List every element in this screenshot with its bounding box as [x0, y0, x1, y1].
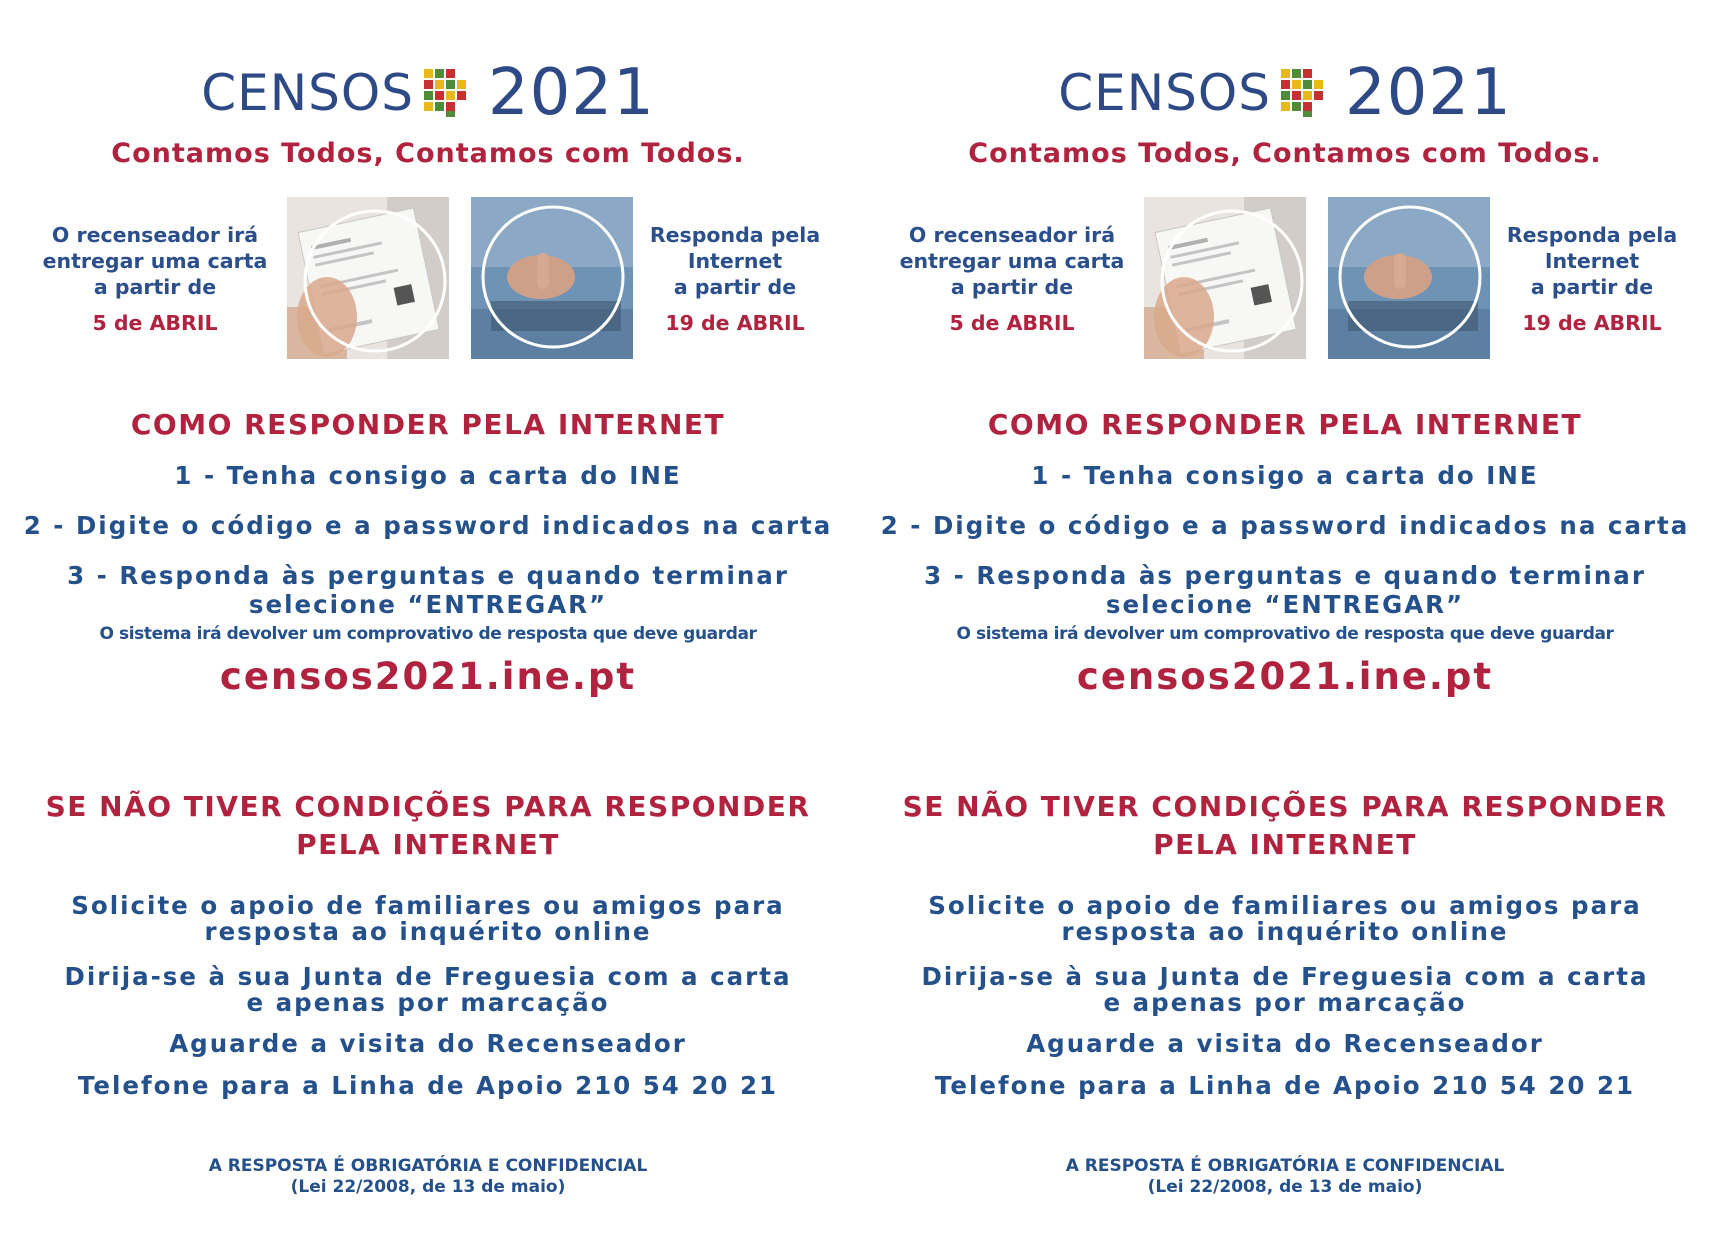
- tablet-photo: [471, 197, 633, 359]
- how-to-answer-title: COMO RESPONDER PELA INTERNET: [987, 408, 1583, 441]
- enumerator-line2: entregar uma carta: [899, 249, 1125, 273]
- logo-year: 2021: [1344, 56, 1512, 130]
- option-parish-office-line1: Dirija-se à sua Junta de Freguesia com a carta: [921, 962, 1649, 991]
- censos-logo: [857, 56, 1713, 130]
- option-family-help-line1: Solicite o apoio de familiares ou amigos para: [928, 891, 1642, 920]
- logo-arrow-icon: [422, 67, 474, 119]
- letter-photo: [1144, 197, 1306, 359]
- option-await-visit: Aguarde a visita do Recenseador: [1026, 1029, 1544, 1058]
- website-url[interactable]: censos2021.ine.pt: [1076, 655, 1494, 698]
- receipt-note: O sistema irá devolver um comprovativo de resposta que deve guardar: [956, 624, 1614, 644]
- legal-line2: (Lei 22/2008, de 13 de maio): [290, 1177, 566, 1197]
- option-parish-office: [857, 964, 1713, 1016]
- censos-logo: [0, 56, 856, 130]
- legal-line2: (Lei 22/2008, de 13 de maio): [1147, 1177, 1423, 1197]
- no-internet-title: [0, 788, 856, 864]
- option-family-help-line1: Solicite o apoio de familiares ou amigos para: [71, 891, 785, 920]
- online-line2: Internet: [687, 249, 783, 273]
- online-line2: Internet: [1544, 249, 1640, 273]
- online-date: 19 de ABRIL: [1522, 311, 1662, 335]
- how-to-answer-title: COMO RESPONDER PELA INTERNET: [130, 408, 726, 441]
- step-3: [857, 561, 1713, 619]
- option-support-line: Telefone para a Linha de Apoio 210 54 20 21: [77, 1071, 779, 1100]
- no-internet-title-line1: SE NÃO TIVER CONDIÇÕES PARA RESPONDER: [902, 790, 1668, 823]
- option-parish-office-line2: e apenas por marcação: [1103, 988, 1467, 1017]
- step-2: 2 - Digite o código e a password indicados na carta: [23, 511, 833, 540]
- legal-line1: A RESPOSTA É OBRIGATÓRIA E CONFIDENCIAL: [1065, 1156, 1505, 1176]
- step-3: [0, 561, 856, 619]
- enumerator-date: 5 de ABRIL: [949, 311, 1075, 335]
- tablet-photo: [1328, 197, 1490, 359]
- option-family-help-line2: resposta ao inquérito online: [204, 917, 652, 946]
- enumerator-info: [892, 222, 1132, 336]
- tagline: Contamos Todos, Contamos com Todos.: [968, 138, 1602, 169]
- online-info: [630, 222, 840, 336]
- option-await-visit: Aguarde a visita do Recenseador: [169, 1029, 687, 1058]
- enumerator-line3: a partir de: [950, 275, 1074, 299]
- legal-line1: A RESPOSTA É OBRIGATÓRIA E CONFIDENCIAL: [208, 1156, 648, 1176]
- enumerator-line1: O recenseador irá: [51, 223, 259, 247]
- flyer-left: [0, 0, 856, 1240]
- logo-arrow-icon: [1279, 67, 1331, 119]
- online-line3: a partir de: [673, 275, 797, 299]
- enumerator-line2: entregar uma carta: [42, 249, 268, 273]
- step-3-line2: selecione “ENTREGAR”: [248, 590, 608, 619]
- option-family-help-line2: resposta ao inquérito online: [1061, 917, 1509, 946]
- step-3-line1: 3 - Responda às perguntas e quando terminar: [924, 561, 1646, 590]
- option-parish-office: [0, 964, 856, 1016]
- option-family-help: [0, 893, 856, 945]
- online-info: [1487, 222, 1697, 336]
- letter-photo: [287, 197, 449, 359]
- option-parish-office-line2: e apenas por marcação: [246, 988, 610, 1017]
- legal-notice: [0, 1156, 856, 1198]
- enumerator-line1: O recenseador irá: [908, 223, 1116, 247]
- no-internet-title-line1: SE NÃO TIVER CONDIÇÕES PARA RESPONDER: [45, 790, 811, 823]
- no-internet-title-line2: PELA INTERNET: [1153, 828, 1417, 861]
- no-internet-title-line2: PELA INTERNET: [296, 828, 560, 861]
- online-date: 19 de ABRIL: [665, 311, 805, 335]
- step-1: 1 - Tenha consigo a carta do INE: [1031, 461, 1539, 490]
- step-3-line2: selecione “ENTREGAR”: [1105, 590, 1465, 619]
- logo-word: CENSOS: [201, 64, 414, 122]
- receipt-note: O sistema irá devolver um comprovativo de resposta que deve guardar: [99, 624, 757, 644]
- step-1: 1 - Tenha consigo a carta do INE: [174, 461, 682, 490]
- online-line3: a partir de: [1530, 275, 1654, 299]
- website-url[interactable]: censos2021.ine.pt: [219, 655, 637, 698]
- no-internet-title: [857, 788, 1713, 864]
- option-parish-office-line1: Dirija-se à sua Junta de Freguesia com a carta: [64, 962, 792, 991]
- logo-word: CENSOS: [1058, 64, 1271, 122]
- option-support-line: Telefone para a Linha de Apoio 210 54 20 21: [934, 1071, 1636, 1100]
- enumerator-date: 5 de ABRIL: [92, 311, 218, 335]
- logo-year: 2021: [487, 56, 655, 130]
- enumerator-line3: a partir de: [93, 275, 217, 299]
- step-2: 2 - Digite o código e a password indicados na carta: [880, 511, 1690, 540]
- online-line1: Responda pela: [1506, 223, 1678, 247]
- flyer-right: [857, 0, 1713, 1240]
- option-family-help: [857, 893, 1713, 945]
- step-3-line1: 3 - Responda às perguntas e quando terminar: [67, 561, 789, 590]
- enumerator-info: [35, 222, 275, 336]
- legal-notice: [857, 1156, 1713, 1198]
- tagline: Contamos Todos, Contamos com Todos.: [111, 138, 745, 169]
- online-line1: Responda pela: [649, 223, 821, 247]
